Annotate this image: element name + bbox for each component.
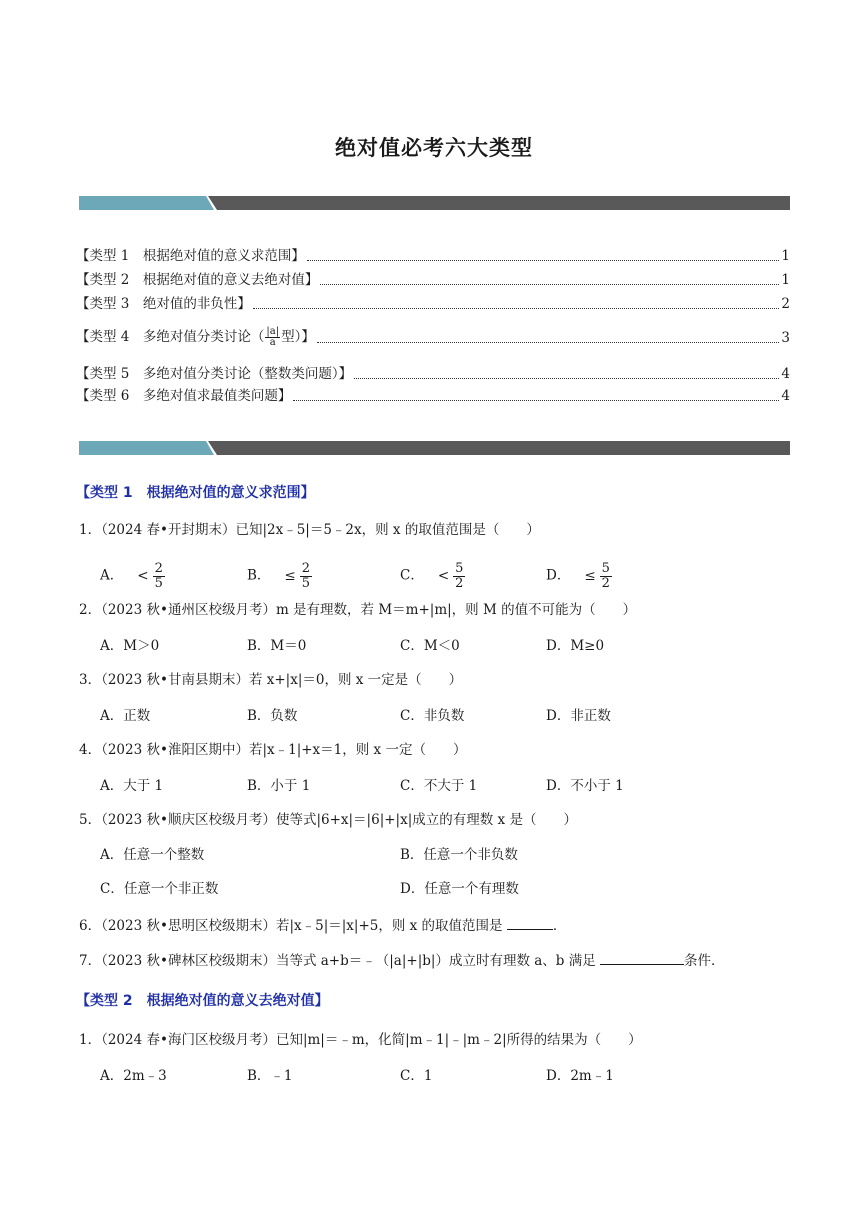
band-graphic bbox=[79, 196, 790, 212]
fraction-numerator: 5 bbox=[455, 561, 464, 576]
option-1-4-c: C．不大于 1 bbox=[400, 778, 478, 794]
toc-entry-3[interactable] bbox=[76, 294, 790, 314]
option-1-1-d bbox=[546, 562, 612, 590]
toc-label: 【类型 5 多绝对值分类讨论（整数类问题）】 bbox=[76, 366, 353, 382]
band-gray-segment bbox=[208, 441, 790, 455]
fraction-denominator: 5 bbox=[301, 575, 311, 591]
fraction-numerator: 2 bbox=[301, 561, 311, 576]
option-letter: B． bbox=[247, 567, 271, 584]
option-1-2-c: C．M＜0 bbox=[400, 638, 460, 654]
question-1-7 bbox=[79, 950, 725, 971]
toc-label-pre: 【类型 4 多绝对值分类讨论（ bbox=[76, 329, 265, 345]
fraction-numerator: |a| bbox=[266, 326, 280, 337]
toc-entry-6[interactable] bbox=[76, 386, 790, 406]
option-fraction bbox=[600, 562, 612, 590]
decorative-band-middle bbox=[79, 441, 790, 457]
answer-blank[interactable] bbox=[507, 915, 553, 930]
toc-label: 【类型 3 绝对值的非负性】 bbox=[76, 296, 251, 312]
question-1-5: 5．（2023 秋•顺庆区校级月考）使等式|6+x|＝|6|+|x|成立的有理数 x 是（ ） bbox=[79, 812, 577, 828]
option-1-4-d: D．不小于 1 bbox=[546, 778, 624, 794]
band-graphic bbox=[79, 441, 790, 457]
band-teal-segment bbox=[79, 441, 214, 455]
toc-entry-5[interactable] bbox=[76, 364, 790, 384]
section-heading-type-2: 【类型 2 根据绝对值的意义去绝对值】 bbox=[76, 993, 329, 1009]
band-teal-segment bbox=[79, 196, 214, 210]
toc-page-number: 3 bbox=[781, 330, 790, 346]
fraction-denominator: 2 bbox=[455, 575, 464, 591]
option-fraction bbox=[453, 562, 465, 590]
toc-page-number: 1 bbox=[781, 248, 790, 264]
option-1-1-a bbox=[100, 562, 165, 590]
option-symbol: ≤ bbox=[584, 567, 596, 584]
section-heading-type-1: 【类型 1 根据绝对值的意义求范围】 bbox=[76, 485, 315, 501]
option-letter: A． bbox=[100, 567, 124, 584]
option-1-2-d: D．M≥0 bbox=[546, 638, 605, 654]
toc-entry-1[interactable] bbox=[76, 246, 790, 266]
toc-leader-dots bbox=[317, 341, 780, 343]
page-title: 绝对值必考六大类型 bbox=[335, 136, 533, 160]
option-letter: C． bbox=[400, 567, 424, 584]
option-symbol: < bbox=[137, 567, 149, 584]
toc-entry-4[interactable] bbox=[76, 328, 790, 348]
question-1-2: 2．（2023 秋•通州区校级月考）m 是有理数，若 M＝m+|m|，则 M 的值不可能为（ ） bbox=[79, 602, 637, 618]
toc-label: 【类型 2 根据绝对值的意义去绝对值】 bbox=[76, 272, 319, 288]
fraction-numerator: 2 bbox=[154, 561, 163, 576]
question-1-6 bbox=[79, 915, 566, 936]
fraction-denominator: 2 bbox=[601, 575, 610, 591]
question-text: 6．（2023 秋•思明区校级期末）若|x﹣5|＝|x|+5，则 x 的取值范围是 bbox=[79, 918, 507, 934]
toc-label: 【类型 6 多绝对值求最值类问题】 bbox=[76, 388, 292, 404]
option-2-1-b: B．﹣1 bbox=[247, 1068, 293, 1084]
toc-entry-2[interactable] bbox=[76, 270, 790, 290]
option-1-4-b: B．小于 1 bbox=[247, 778, 311, 794]
decorative-band-top bbox=[79, 196, 790, 212]
toc-leader-dots bbox=[307, 259, 780, 261]
question-1-1: 1．（2024 春•开封期末）已知|2x﹣5|＝5﹣2x，则 x 的取值范围是（ ） bbox=[79, 522, 540, 538]
option-letter: D． bbox=[546, 567, 571, 584]
fraction-abs-a-over-a bbox=[265, 327, 280, 348]
question-1-4: 4．（2023 秋•淮阳区期中）若|x﹣1|+x＝1，则 x 一定（ ） bbox=[79, 742, 467, 758]
option-1-2-b: B．M＝0 bbox=[247, 638, 307, 654]
question-text-end: 条件． bbox=[684, 953, 725, 969]
option-1-4-a: A．大于 1 bbox=[100, 778, 164, 794]
option-symbol: < bbox=[437, 567, 450, 584]
option-1-5-a: A．任意一个整数 bbox=[100, 847, 205, 863]
toc-leader-dots bbox=[293, 399, 779, 401]
toc-leader-dots bbox=[320, 283, 779, 285]
option-1-2-a: A．M＞0 bbox=[100, 638, 160, 654]
option-1-5-d: D．任意一个有理数 bbox=[400, 881, 519, 897]
toc-label bbox=[76, 327, 315, 348]
option-1-5-c: C．任意一个非正数 bbox=[100, 881, 219, 897]
option-1-3-c: C．非负数 bbox=[400, 708, 465, 724]
question-text-end: ． bbox=[552, 918, 567, 934]
option-1-1-c bbox=[400, 562, 465, 590]
toc-page-number: 4 bbox=[781, 388, 790, 404]
toc-page-number: 4 bbox=[781, 366, 790, 382]
toc-page-number: 2 bbox=[781, 296, 790, 312]
question-1-3: 3．（2023 秋•甘南县期末）若 x+|x|＝0，则 x 一定是（ ） bbox=[79, 672, 463, 688]
option-1-3-b: B．负数 bbox=[247, 708, 298, 724]
toc-leader-dots bbox=[253, 307, 780, 309]
fraction-numerator: 5 bbox=[601, 561, 610, 576]
option-symbol: ≤ bbox=[284, 567, 296, 584]
option-1-5-b: B．任意一个非负数 bbox=[400, 847, 518, 863]
answer-blank[interactable] bbox=[600, 950, 684, 965]
question-2-1: 1．（2024 春•海门区校级月考）已知|m|＝﹣m，化简|m﹣1|﹣|m﹣2|所得的结果为（ ） bbox=[79, 1032, 642, 1048]
toc-leader-dots bbox=[354, 377, 779, 379]
option-2-1-c: C．1 bbox=[400, 1068, 433, 1084]
option-1-3-a: A．正数 bbox=[100, 708, 151, 724]
option-2-1-d: D．2m﹣1 bbox=[546, 1068, 614, 1084]
option-1-3-d: D．非正数 bbox=[546, 708, 611, 724]
toc-label-post: 型）】 bbox=[281, 329, 315, 345]
option-1-1-b bbox=[247, 562, 312, 590]
option-fraction bbox=[300, 562, 312, 590]
fraction-denominator: a bbox=[269, 337, 276, 348]
toc-label: 【类型 1 根据绝对值的意义求范围】 bbox=[76, 248, 305, 264]
option-fraction bbox=[153, 562, 165, 590]
option-2-1-a: A．2m﹣3 bbox=[100, 1068, 167, 1084]
toc-page-number: 1 bbox=[781, 272, 790, 288]
question-text: 7．（2023 秋•碑林区校级期末）当等式 a+b＝﹣（|a|+|b|）成立时有理数 a、b 满足 bbox=[79, 953, 601, 969]
fraction-denominator: 5 bbox=[154, 575, 163, 591]
band-gray-segment bbox=[208, 196, 790, 210]
